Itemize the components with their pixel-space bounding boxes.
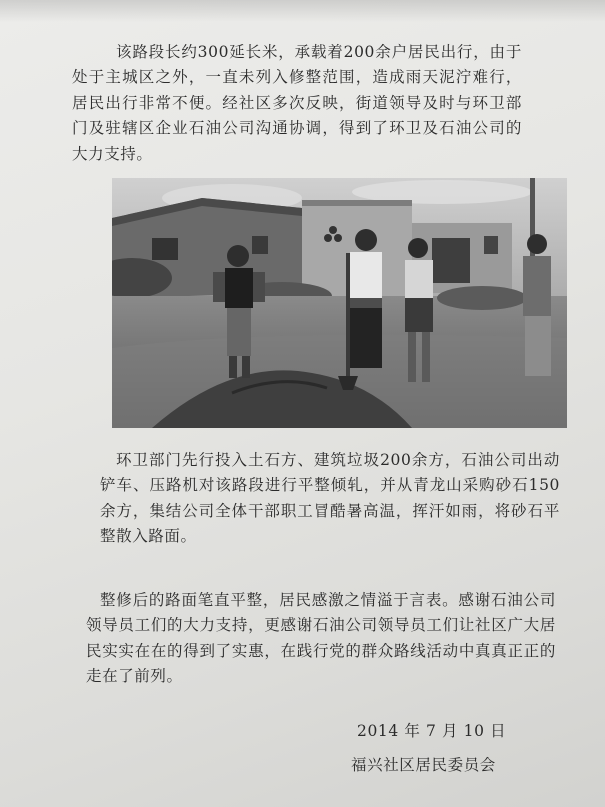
paragraph-thanks: 整修后的路面笔直平整，居民感激之情溢于言表。感谢石油公司领导员工们的大力支持，更感谢石油公司领导员工们让社区广大居民实实在在的得到了实惠，在践行党的群众路线活动中真真正正的走在了前列。 bbox=[86, 590, 556, 685]
paragraph-construction-work: 环卫部门先行投入土石方、建筑垃圾200余方，石油公司出动铲车、压路机对该路段进行平整倾轧，并从青龙山采购砂石150余方，集结公司全体干部职工冒酷暑高温，挥汗如雨，将砂石平整散入路面。 bbox=[100, 450, 560, 545]
page-shadow bbox=[0, 0, 605, 22]
document-date: 2014 年 7 月 10 日 bbox=[357, 722, 507, 740]
document-signature: 福兴社区居民委员会 bbox=[351, 756, 496, 774]
road-repair-photo bbox=[112, 178, 567, 428]
paragraph-road-description: 该路段长约300延长米，承载着200余户居民出行，由于处于主城区之外，一直未列入修整范围，造成雨天泥泞难行，居民出行非常不便。经社区多次反映，街道领导及时与环卫部门及驻辖区企业石油公司沟通协调，得到了环卫及石油公司的大力支持。 bbox=[72, 42, 522, 163]
